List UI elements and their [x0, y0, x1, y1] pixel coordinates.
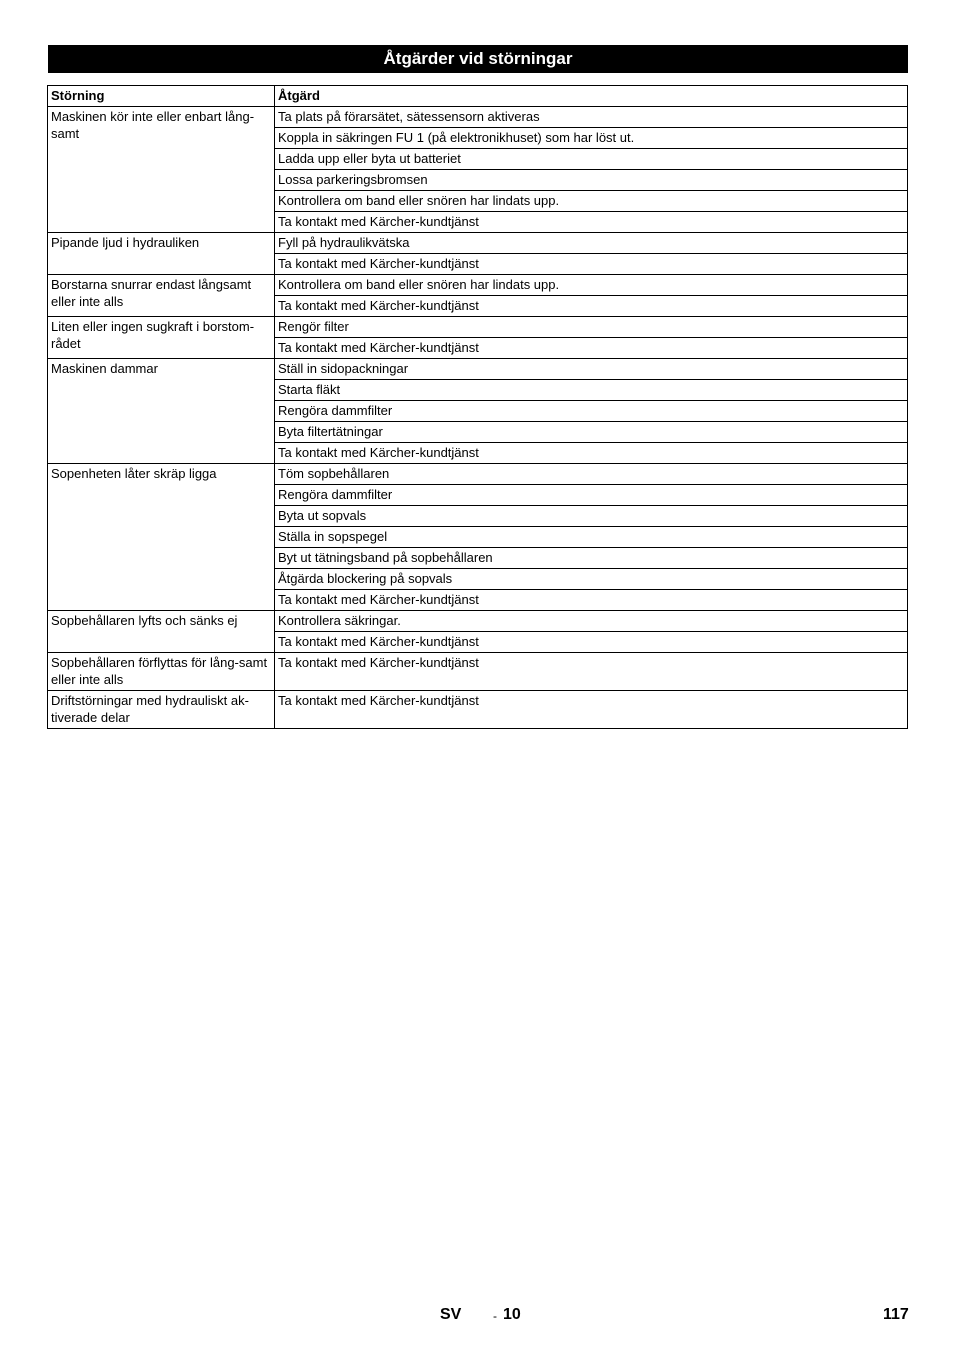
- action-cell: Koppla in säkringen FU 1 (på elektronikhuset) som har löst ut.: [275, 128, 908, 149]
- action-cell: Ta plats på förarsätet, sätessensorn aktiveras: [275, 107, 908, 128]
- table-row: [48, 317, 908, 338]
- page-title: Åtgärder vid störningar: [48, 45, 908, 73]
- action-cell: Töm sopbehållaren: [275, 464, 908, 485]
- action-cell: Ta kontakt med Kärcher-kundtjänst: [275, 653, 908, 691]
- action-cell: Ta kontakt med Kärcher-kundtjänst: [275, 691, 908, 729]
- fault-cell: Driftstörningar med hydrauliskt ak-tiverade delar: [48, 691, 275, 729]
- action-cell: Kontrollera om band eller snören har lindats upp.: [275, 191, 908, 212]
- action-cell: Ställ in sidopackningar: [275, 359, 908, 380]
- table-body: [48, 107, 908, 729]
- table-row: [48, 359, 908, 380]
- fault-cell: Liten eller ingen sugkraft i borstom-rådet: [48, 317, 275, 359]
- action-cell: Ta kontakt med Kärcher-kundtjänst: [275, 590, 908, 611]
- action-cell: Ställa in sopspegel: [275, 527, 908, 548]
- action-cell: Åtgärda blockering på sopvals: [275, 569, 908, 590]
- fault-cell: Maskinen dammar: [48, 359, 275, 464]
- action-cell: Rengör filter: [275, 317, 908, 338]
- table-row: [48, 107, 908, 128]
- table-header-row: [48, 86, 908, 107]
- table-row: [48, 611, 908, 632]
- action-cell: Kontrollera om band eller snören har lindats upp.: [275, 275, 908, 296]
- action-cell: Ta kontakt med Kärcher-kundtjänst: [275, 443, 908, 464]
- action-cell: Ta kontakt med Kärcher-kundtjänst: [275, 212, 908, 233]
- fault-cell: Sopenheten låter skräp ligga: [48, 464, 275, 611]
- footer-dash: -: [493, 1309, 497, 1323]
- column-header-action: Åtgärd: [275, 86, 908, 107]
- action-cell: Lossa parkeringsbromsen: [275, 170, 908, 191]
- fault-table: [47, 85, 908, 729]
- action-cell: Rengöra dammfilter: [275, 485, 908, 506]
- action-cell: Starta fläkt: [275, 380, 908, 401]
- fault-cell: Pipande ljud i hydrauliken: [48, 233, 275, 275]
- fault-cell: Maskinen kör inte eller enbart lång-samt: [48, 107, 275, 233]
- footer-section-number: 10: [503, 1306, 521, 1323]
- action-cell: Kontrollera säkringar.: [275, 611, 908, 632]
- footer-language: SV: [440, 1306, 462, 1323]
- table-row: [48, 653, 908, 691]
- action-cell: Ta kontakt med Kärcher-kundtjänst: [275, 254, 908, 275]
- action-cell: Ta kontakt med Kärcher-kundtjänst: [275, 338, 908, 359]
- action-cell: Fyll på hydraulikvätska: [275, 233, 908, 254]
- footer-page-number: 117: [883, 1306, 909, 1323]
- action-cell: Rengöra dammfilter: [275, 401, 908, 422]
- fault-cell: Sopbehållaren lyfts och sänks ej: [48, 611, 275, 653]
- fault-cell: Sopbehållaren förflyttas för lång-samt eller inte alls: [48, 653, 275, 691]
- action-cell: Ta kontakt med Kärcher-kundtjänst: [275, 632, 908, 653]
- fault-cell: Borstarna snurrar endast långsamt eller inte alls: [48, 275, 275, 317]
- action-cell: Byta ut sopvals: [275, 506, 908, 527]
- column-header-fault: Störning: [48, 86, 275, 107]
- table-row: [48, 233, 908, 254]
- action-cell: Byta filtertätningar: [275, 422, 908, 443]
- table-row: [48, 691, 908, 729]
- action-cell: Byt ut tätningsband på sopbehållaren: [275, 548, 908, 569]
- table-row: [48, 464, 908, 485]
- action-cell: Ta kontakt med Kärcher-kundtjänst: [275, 296, 908, 317]
- table-row: [48, 275, 908, 296]
- action-cell: Ladda upp eller byta ut batteriet: [275, 149, 908, 170]
